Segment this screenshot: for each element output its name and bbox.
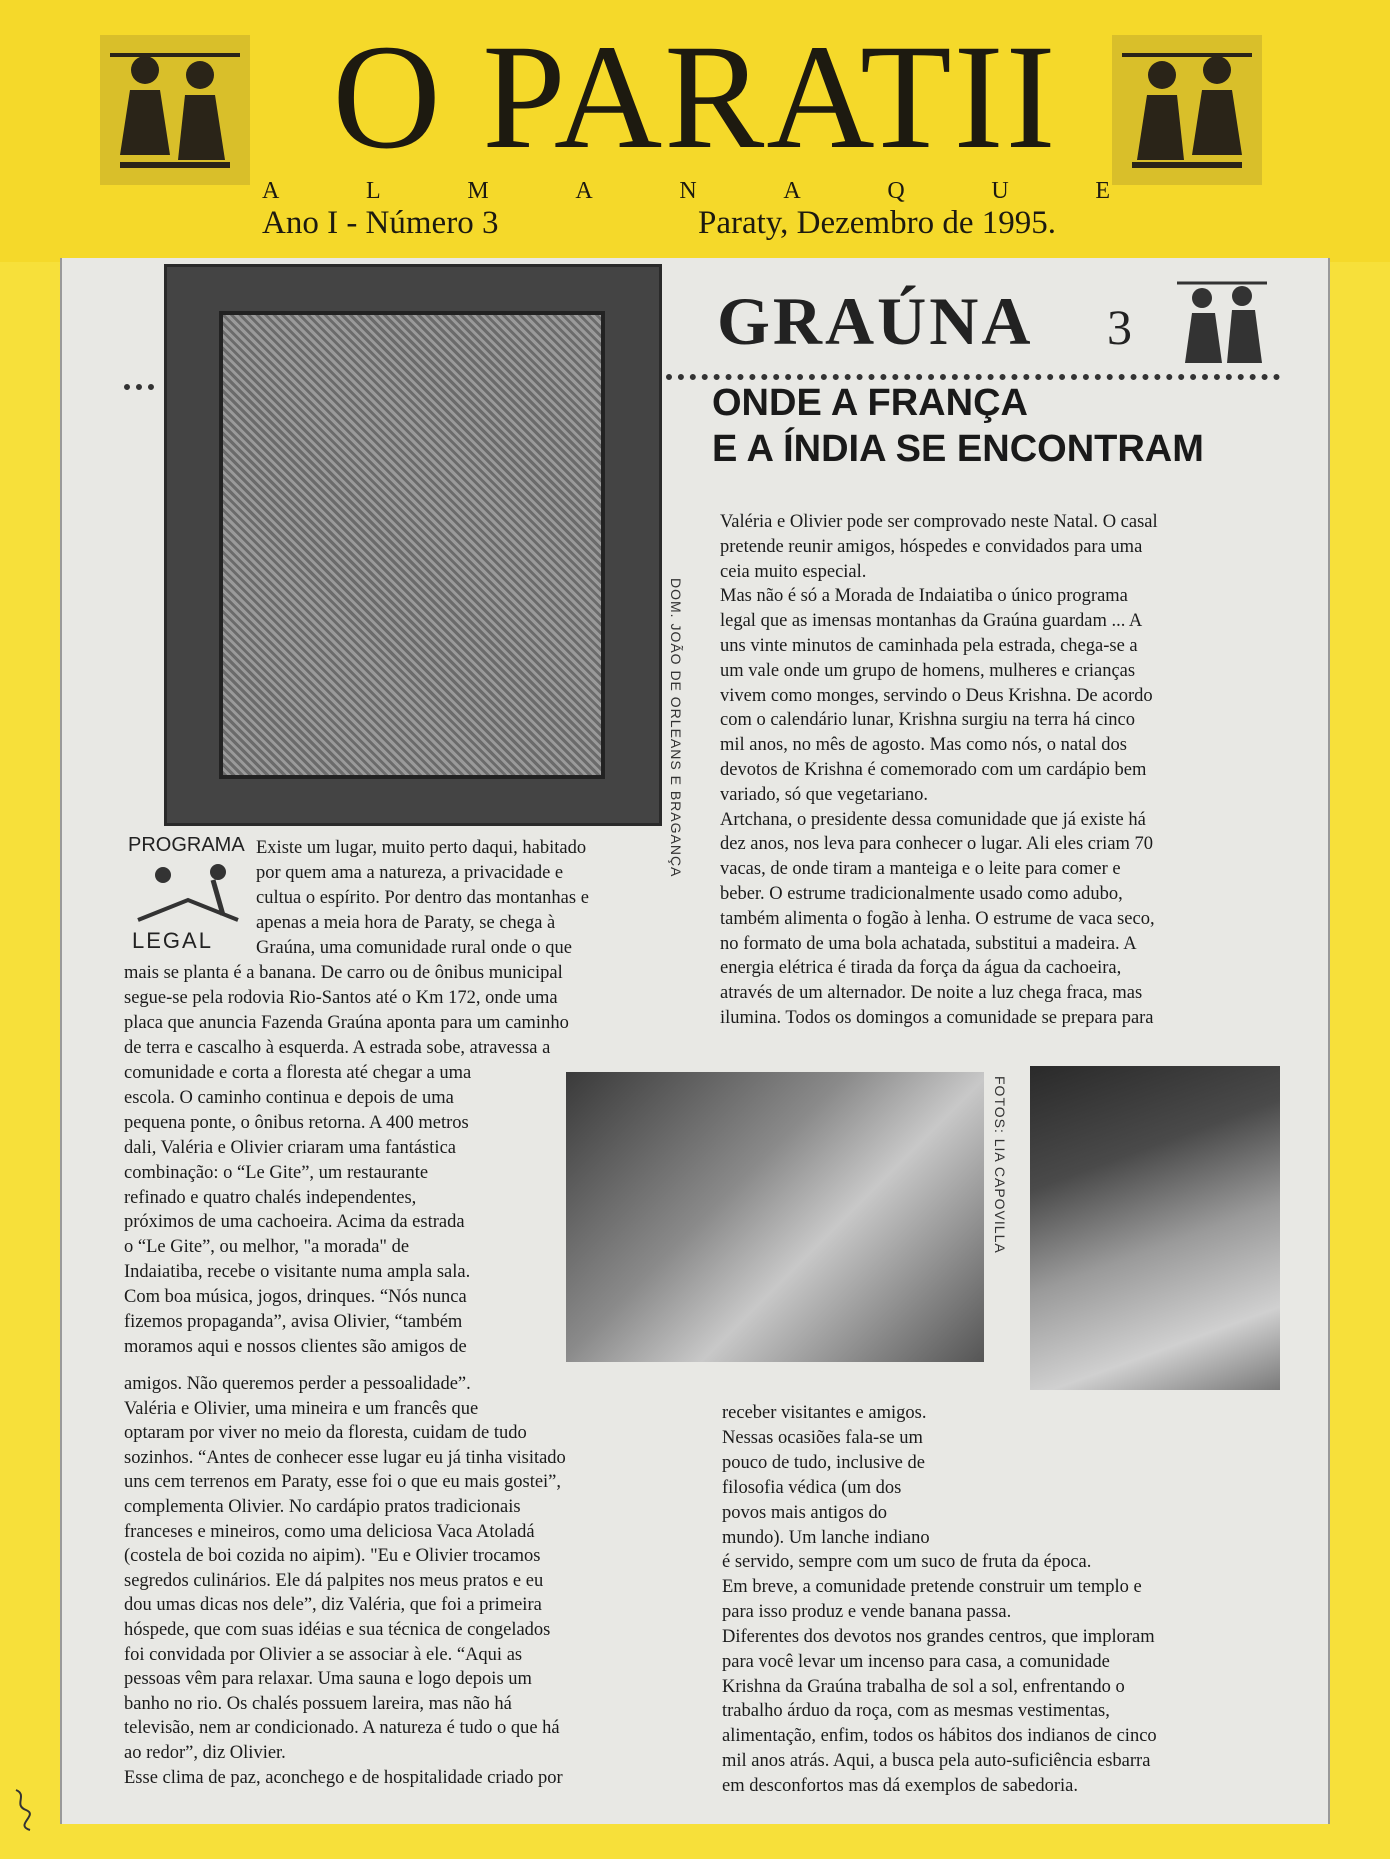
text-line: devotos de Krishna é comemorado com um cardápio bem [720, 759, 1147, 780]
painting-frame [164, 264, 662, 826]
text-line: hóspede, que com suas idéias e sua técnica de congelados [124, 1619, 551, 1640]
section-title: GRAÚNA [717, 283, 1034, 359]
text-line: Valéria e Olivier, uma mineira e um francês que [124, 1398, 479, 1419]
text-line: segue-se pela rodovia Rio-Santos até o Km 172, onde uma [124, 987, 558, 1008]
newspaper-page [60, 258, 1330, 1824]
issue-date: Paraty, Dezembro de 1995. [698, 205, 1056, 241]
masthead [0, 0, 1390, 262]
text-line: pouco de tudo, inclusive de [722, 1452, 925, 1473]
text-line: dali, Valéria e Olivier criaram uma fantástica [124, 1137, 456, 1158]
text-line: em desconfortos mas dá exemplos de sabedoria. [722, 1776, 1079, 1797]
warriors-illustration-icon [1167, 268, 1277, 378]
painting-credit: DOM. JOÃO DE ORLEANS E BRAGANÇA [668, 578, 684, 878]
text-line: próximos de uma cachoeira. Acima da estrada [124, 1212, 465, 1233]
subtitle-letter: Q [887, 178, 907, 204]
headline-line: E A ÍNDIA SE ENCONTRAM [712, 428, 1204, 470]
text-line: através de um alternador. De noite a luz chega fraca, mas [720, 983, 1143, 1004]
text-line: optaram por viver no meio da floresta, cuidam de tudo [124, 1423, 527, 1444]
signature-icon [8, 1785, 38, 1835]
text-line: pequena ponte, o ônibus retorna. A 400 metros [124, 1112, 469, 1133]
subtitle-letter: A [575, 178, 595, 204]
headline-line: ONDE A FRANÇA [712, 382, 1028, 424]
text-line: no formato de uma bola achatada, substitui a madeira. A [720, 933, 1137, 954]
text-line: escola. O caminho continua e depois de uma [124, 1087, 454, 1108]
text-line: mundo). Um lanche indiano [722, 1527, 930, 1548]
article-column-left-intro [256, 836, 684, 961]
newspaper-title: O PARATII [332, 14, 1058, 180]
subtitle-letter: A [262, 178, 282, 204]
text-line: televisão, nem ar condicionado. A natureza é tudo o que há [124, 1718, 560, 1739]
text-line: pessoas vêm para relaxar. Uma sauna e logo depois um [124, 1669, 532, 1690]
article-column-left-bottom [124, 1372, 684, 1790]
text-line: legal que as imensas montanhas da Graúna guardam ... A [720, 611, 1143, 632]
text-line: placa que anuncia Fazenda Graúna aponta para um caminho [124, 1012, 569, 1033]
text-line: de terra e cascalho à esquerda. A estrada sobe, atravessa a [124, 1037, 551, 1058]
text-line: o “Le Gite”, ou melhor, "a morada" de [124, 1237, 410, 1258]
newspaper-subtitle [262, 178, 1112, 205]
dotted-rule [124, 384, 154, 390]
subtitle-letter: A [783, 178, 803, 204]
subtitle-letter: N [679, 178, 699, 204]
text-line: Krishna da Graúna trabalha de sol a sol, enfrentando o [722, 1676, 1125, 1697]
subtitle-letter: E [1095, 178, 1112, 204]
text-line: para você levar um incenso para casa, a comunidade [722, 1651, 1110, 1672]
text-line: dou umas dicas nos dele”, diz Valéria, que foi a primeira [124, 1595, 542, 1616]
text-line: Mas não é só a Morada de Indaiatiba o único programa [720, 586, 1128, 607]
text-line: com o calendário lunar, Krishna surgiu na terra há cinco [720, 710, 1136, 731]
text-line: mil anos atrás. Aqui, a busca pela auto-suficiência esbarra [722, 1751, 1151, 1772]
text-line: uns vinte minutos de caminhada pela estrada, chega-se a [720, 635, 1138, 656]
article-column-left-middle [124, 1061, 558, 1360]
subtitle-letter: U [991, 178, 1011, 204]
programa-legal-logo-top: PROGRAMA [128, 834, 245, 856]
subtitle-letter: M [467, 178, 491, 204]
text-line: também alimenta o fogão à lenha. O estrume de vaca seco, [720, 908, 1155, 929]
text-line: energia elétrica é tirada da força da água da cachoeira, [720, 958, 1122, 979]
text-line: vacas, de onde tiram a manteiga e o leite para comer e [720, 859, 1121, 880]
text-line: banho no rio. Os chalés possuem lareira, mas não há [124, 1693, 512, 1714]
text-line: Valéria e Olivier pode ser comprovado neste Natal. O casal [720, 512, 1158, 532]
text-line: receber visitantes e amigos. [722, 1403, 927, 1423]
text-line: ceia muito especial. [720, 561, 867, 582]
text-line: mil anos, no mês de agosto. Mas como nós, o natal dos [720, 735, 1127, 756]
programa-legal-illustration-icon [128, 860, 246, 930]
text-line: combinação: o “Le Gite”, um restaurante [124, 1162, 429, 1183]
text-line: vivem como monges, servindo o Deus Krishna. De acordo [720, 685, 1153, 706]
text-line: amigos. Não queremos perder a pessoalidade”. [124, 1374, 471, 1394]
text-line: Com boa música, jogos, drinques. “Nós nunca [124, 1287, 467, 1308]
text-line: para isso produz e vende banana passa. [722, 1601, 1012, 1622]
text-line: um vale onde um grupo de homens, mulheres e crianças [720, 660, 1136, 681]
text-line: dez anos, nos leva para conhecer o lugar. Ali eles criam 70 [720, 834, 1154, 855]
krishna-devotees-photo [1030, 1066, 1280, 1390]
text-line: apenas a meia hora de Paraty, se chega à [256, 912, 556, 933]
text-line: variado, só que vegetariano. [720, 784, 929, 805]
text-line: Esse clima de paz, aconchego e de hospitalidade criado por [124, 1767, 563, 1788]
text-line: alimentação, enfim, todos os hábitos dos indianos de cinco [722, 1726, 1157, 1747]
text-line: ao redor”, diz Olivier. [124, 1742, 286, 1763]
text-line: uns cem terrenos em Paraty, esse foi o que eu mais gostei”, [124, 1472, 562, 1493]
subtitle-letter: L [366, 178, 383, 204]
text-line: mais se planta é a banana. De carro ou de ônibus municipal [124, 963, 563, 983]
text-line: trabalho árduo da roça, com as mesmas vestimentas, [722, 1701, 1110, 1722]
photo-credit: FOTOS: LIA CAPOVILLA [992, 1076, 1008, 1254]
text-line: foi convidada por Olivier a se associar à ele. “Aqui as [124, 1644, 523, 1665]
article-column-right-top [720, 510, 1280, 1031]
text-line: Artchana, o presidente dessa comunidade que já existe há [720, 809, 1146, 830]
text-line: ilumina. Todos os domingos a comunidade se prepara para [720, 1007, 1154, 1028]
text-line: (costela de boi cozida no aipim). "Eu e Olivier trocamos [124, 1546, 541, 1567]
article-headline [712, 380, 1272, 472]
text-line: moramos aqui e nossos clientes são amigos de [124, 1336, 467, 1357]
text-line: fizemos propaganda”, avisa Olivier, “também [124, 1312, 463, 1333]
text-line: refinado e quatro chalés independentes, [124, 1187, 417, 1208]
issue-number: Ano I - Número 3 [262, 205, 499, 241]
text-line: comunidade e corta a floresta até chegar a uma [124, 1063, 472, 1083]
text-line: filosofia védica (um dos [722, 1477, 902, 1498]
text-line: beber. O estrume tradicionalmente usado como adubo, [720, 883, 1123, 904]
programa-legal-logo-bottom: LEGAL [132, 928, 213, 953]
article-column-left-body [124, 961, 684, 1061]
text-line: segredos culinários. Ele dá palpites nos meus pratos e eu [124, 1570, 544, 1591]
text-line: Nessas ocasiões fala-se um [722, 1427, 923, 1448]
text-line: Em breve, a comunidade pretende construir um templo e [722, 1576, 1142, 1597]
text-line: Graúna, uma comunidade rural onde o que [256, 937, 572, 958]
text-line: complementa Olivier. No cardápio pratos tradicionais [124, 1496, 521, 1517]
restaurant-photo [566, 1072, 984, 1362]
text-line: franceses e mineiros, como uma deliciosa Vaca Atoladá [124, 1521, 535, 1542]
text-line: Existe um lugar, muito perto daqui, habitado [256, 838, 587, 858]
text-line: sozinhos. “Antes de conhecer esse lugar eu já tinha visitado [124, 1447, 566, 1468]
article-column-right-middle [722, 1401, 1018, 1550]
painting-image [219, 311, 605, 779]
text-line: Indaiatiba, recebe o visitante numa ampla sala. [124, 1262, 471, 1283]
text-line: pretende reunir amigos, hóspedes e convidados para uma [720, 536, 1143, 557]
article-column-right-bottom [722, 1550, 1280, 1799]
text-line: povos mais antigos do [722, 1502, 887, 1523]
text-line: é servido, sempre com um suco de fruta da época. [722, 1552, 1092, 1572]
text-line: cultua o espírito. Por dentro das montanhas e [256, 887, 589, 908]
text-line: Diferentes dos devotos nos grandes centros, que imploram [722, 1626, 1155, 1647]
text-line: por quem ama a natureza, a privacidade e [256, 862, 564, 883]
section-number: 3 [1107, 299, 1132, 355]
